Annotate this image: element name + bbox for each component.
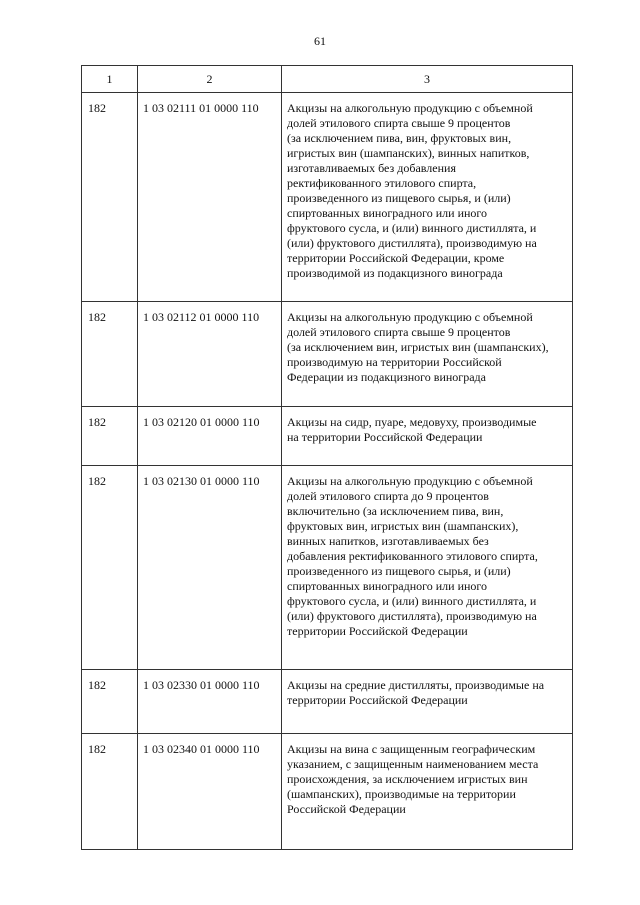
description-cell bbox=[282, 302, 573, 407]
description-line: (за исключением вин, игристых вин (шампанских), bbox=[287, 340, 549, 354]
admin-code-cell: 182 bbox=[82, 93, 138, 302]
description-line: фруктового сусла, и (или) винного дистиллята, и bbox=[287, 221, 537, 235]
description-line: (шампанских), производимые на территории bbox=[287, 787, 516, 801]
description-line: происхождения, за исключением игристых вин bbox=[287, 772, 528, 786]
description-line: добавления ректификованного этилового спирта, bbox=[287, 549, 538, 563]
description-line: Акцизы на вина с защищенным географическим bbox=[287, 742, 536, 756]
description-line: Акцизы на алкогольную продукцию с объемной bbox=[287, 101, 533, 115]
budget-code-cell: 1 03 02120 01 0000 110 bbox=[138, 407, 282, 466]
budget-code-cell: 1 03 02112 01 0000 110 bbox=[138, 302, 282, 407]
description-line: Российской Федерации bbox=[287, 802, 406, 816]
description-line: включительно (за исключением пива, вин, bbox=[287, 504, 504, 518]
description-line: (или) фруктового дистиллята), производимую на bbox=[287, 609, 537, 623]
table-header-row bbox=[82, 66, 573, 93]
description-line: (за исключением пива, вин, фруктовых вин, bbox=[287, 131, 512, 145]
description-cell bbox=[282, 734, 573, 850]
budget-code-cell: 1 03 02330 01 0000 110 bbox=[138, 670, 282, 734]
description-line: Акцизы на сидр, пуаре, медовуху, производимые bbox=[287, 415, 537, 429]
table-row bbox=[82, 93, 573, 302]
description-line: Федерации из подакцизного винограда bbox=[287, 370, 486, 384]
header-cell-col2: 2 bbox=[138, 66, 282, 93]
description-line: Акцизы на алкогольную продукцию с объемной bbox=[287, 474, 533, 488]
description-line: указанием, с защищенным наименованием места bbox=[287, 757, 539, 771]
description-line: Акцизы на средние дистилляты, производимые на bbox=[287, 678, 545, 692]
table-row bbox=[82, 466, 573, 670]
description-line: спиртованных виноградного или иного bbox=[287, 206, 488, 220]
budget-code-cell: 1 03 02340 01 0000 110 bbox=[138, 734, 282, 850]
admin-code-cell: 182 bbox=[82, 407, 138, 466]
description-line: произведенного из пищевого сырья, и (или) bbox=[287, 191, 511, 205]
description-line: спиртованных виноградного или иного bbox=[287, 579, 488, 593]
description-line: Акцизы на алкогольную продукцию с объемной bbox=[287, 310, 533, 324]
table-row bbox=[82, 302, 573, 407]
budget-code-cell: 1 03 02111 01 0000 110 bbox=[138, 93, 282, 302]
description-line: ректификованного этилового спирта, bbox=[287, 176, 477, 190]
admin-code-cell: 182 bbox=[82, 670, 138, 734]
description-line: фруктового сусла, и (или) винного дистиллята, и bbox=[287, 594, 537, 608]
header-cell-col1: 1 bbox=[82, 66, 138, 93]
table-row bbox=[82, 407, 573, 466]
admin-code-cell: 182 bbox=[82, 302, 138, 407]
header-cell-col3: 3 bbox=[282, 66, 573, 93]
description-line: произведенного из пищевого сырья, и (или) bbox=[287, 564, 511, 578]
description-line: винных напитков, изготавливаемых без bbox=[287, 534, 489, 548]
description-line: территории Российской Федерации bbox=[287, 693, 468, 707]
description-cell bbox=[282, 93, 573, 302]
description-line: долей этилового спирта до 9 процентов bbox=[287, 489, 489, 503]
description-line: фруктовых вин, игристых вин (шампанских), bbox=[287, 519, 519, 533]
description-line: производимую на территории Российской bbox=[287, 355, 502, 369]
description-line: игристых вин (шампанских), винных напитков, bbox=[287, 146, 530, 160]
description-cell bbox=[282, 407, 573, 466]
table-row bbox=[82, 670, 573, 734]
admin-code-cell: 182 bbox=[82, 734, 138, 850]
description-line: производимой из подакцизного винограда bbox=[287, 266, 503, 280]
table-row bbox=[82, 734, 573, 850]
description-line: на территории Российской Федерации bbox=[287, 430, 483, 444]
description-cell bbox=[282, 670, 573, 734]
budget-code-cell: 1 03 02130 01 0000 110 bbox=[138, 466, 282, 670]
description-line: (или) фруктового дистиллята), производимую на bbox=[287, 236, 537, 250]
budget-code-table bbox=[81, 65, 573, 850]
description-line: долей этилового спирта свыше 9 процентов bbox=[287, 325, 511, 339]
description-line: территории Российской Федерации bbox=[287, 624, 468, 638]
description-cell bbox=[282, 466, 573, 670]
admin-code-cell: 182 bbox=[82, 466, 138, 670]
page-number: 61 bbox=[314, 34, 326, 48]
description-line: долей этилового спирта свыше 9 процентов bbox=[287, 116, 511, 130]
description-line: изготавливаемых без добавления bbox=[287, 161, 456, 175]
description-line: территории Российской Федерации, кроме bbox=[287, 251, 505, 265]
